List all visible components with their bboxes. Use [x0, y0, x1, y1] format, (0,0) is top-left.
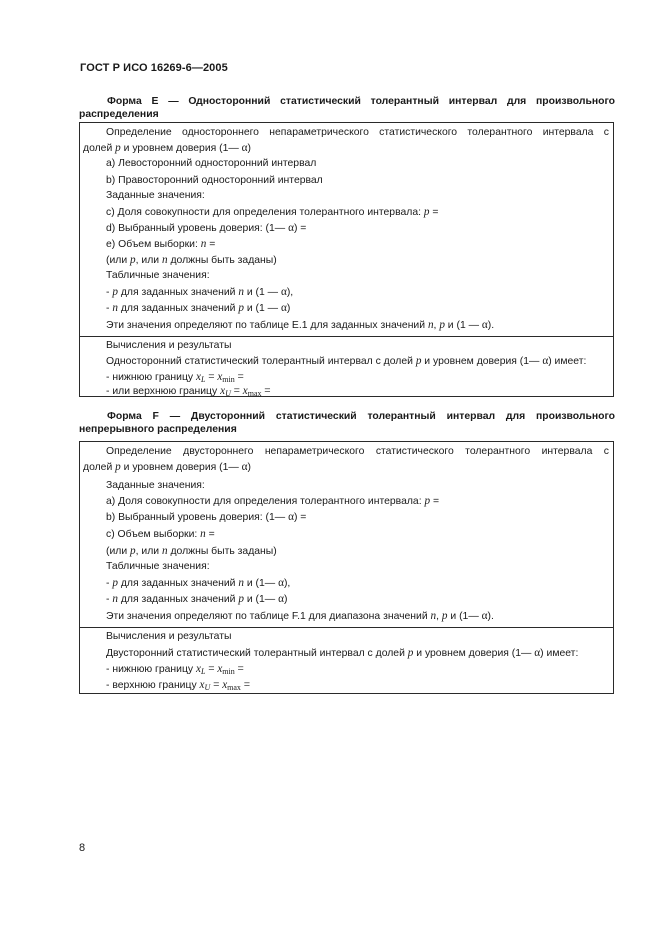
form-f-lower-limit: - нижнюю границу xL = $x_{min}$ = [106, 663, 244, 676]
form-f-results-heading: Вычисления и результаты [106, 631, 232, 642]
form-e-item-e: e) Объем выборки: n = [106, 238, 216, 250]
form-e-table-note: Эти значения определяют по таблице E.1 для заданных значений n, p и (1 — α). [106, 319, 495, 331]
form-f-item-a: a) Доля совокупности для определения толерантного интервала: p = [106, 495, 440, 507]
form-e-results-heading: Вычисления и результаты [106, 340, 232, 351]
form-e-lower-limit: - нижнюю границу xL = $x_{min}$ = [106, 371, 244, 384]
form-f-upper-limit: - верхнюю границу xU = $x_{max}$ = [106, 679, 251, 692]
page-number: 8 [79, 842, 86, 854]
form-f-table [79, 441, 614, 694]
form-f-results-section [80, 627, 613, 694]
form-e-tab-2: - n для заданных значений p и (1 — α) [106, 302, 291, 314]
form-e-upper-limit: - или верхнюю границу xU = $x_{max}$ = [106, 385, 271, 398]
document-code: ГОСТ Р ИСО 16269-6—2005 [80, 62, 228, 74]
form-e-table [79, 122, 614, 397]
form-f-given-label: Заданные значения: [106, 480, 205, 491]
form-e-given-label: Заданные значения: [106, 190, 205, 201]
form-f-definition-section [80, 442, 613, 627]
form-e-definition-section [80, 123, 613, 336]
form-e-results-desc: Односторонний статистический толерантный интервал с долей p и уровнем доверия (1— α) имеет: [106, 355, 587, 367]
form-f-item-c: c) Объем выборки: n = [106, 528, 215, 540]
form-f-title: Форма F — Двусторонний статистический толерантный интервал для произвольного непрерывного распределения [79, 411, 615, 435]
form-e-definition-line2: долей p и уровнем доверия (1— α) [83, 142, 252, 154]
form-f-results-desc: Двусторонний статистический толерантный интервал с долей p и уровнем доверия (1— α) имеет: [106, 647, 579, 659]
form-f-or-note: (или p, или n должны быть заданы) [106, 545, 277, 557]
form-f-definition-line2: долей p и уровнем доверия (1— α) [83, 461, 252, 473]
form-e-table-label: Табличные значения: [106, 270, 210, 281]
form-f-tab-2: - n для заданных значений p и (1— α) [106, 593, 288, 605]
form-f-table-note: Эти значения определяют по таблице F.1 для диапазона значений n, p и (1— α). [106, 610, 494, 622]
form-e-title: Форма E — Односторонний статистический толерантный интервал для произвольного распределения [79, 96, 615, 120]
form-e-or-note: (или p, или n должны быть заданы) [106, 254, 277, 266]
form-f-definition-line1: Определение двустороннего непараметрического статистического толерантного интервала с [106, 446, 609, 457]
form-e-item-d: d) Выбранный уровень доверия: (1— α) = [106, 222, 307, 234]
form-e-tab-1: - p для заданных значений n и (1 — α), [106, 286, 294, 298]
form-f-table-label: Табличные значения: [106, 561, 210, 572]
form-f-tab-1: - p для заданных значений n и (1— α), [106, 577, 291, 589]
form-e-item-b: b) Правосторонний односторонний интервал [106, 175, 323, 186]
form-e-results-section [80, 336, 613, 397]
form-f-item-b: b) Выбранный уровень доверия: (1— α) = [106, 511, 307, 523]
form-e-definition-line1: Определение одностороннего непараметрического статистического толерантного интервала с [106, 127, 609, 138]
form-e-item-c: c) Доля совокупности для определения толерантного интервала: p = [106, 206, 439, 218]
form-e-item-a: a) Левосторонний односторонний интервал [106, 158, 317, 169]
